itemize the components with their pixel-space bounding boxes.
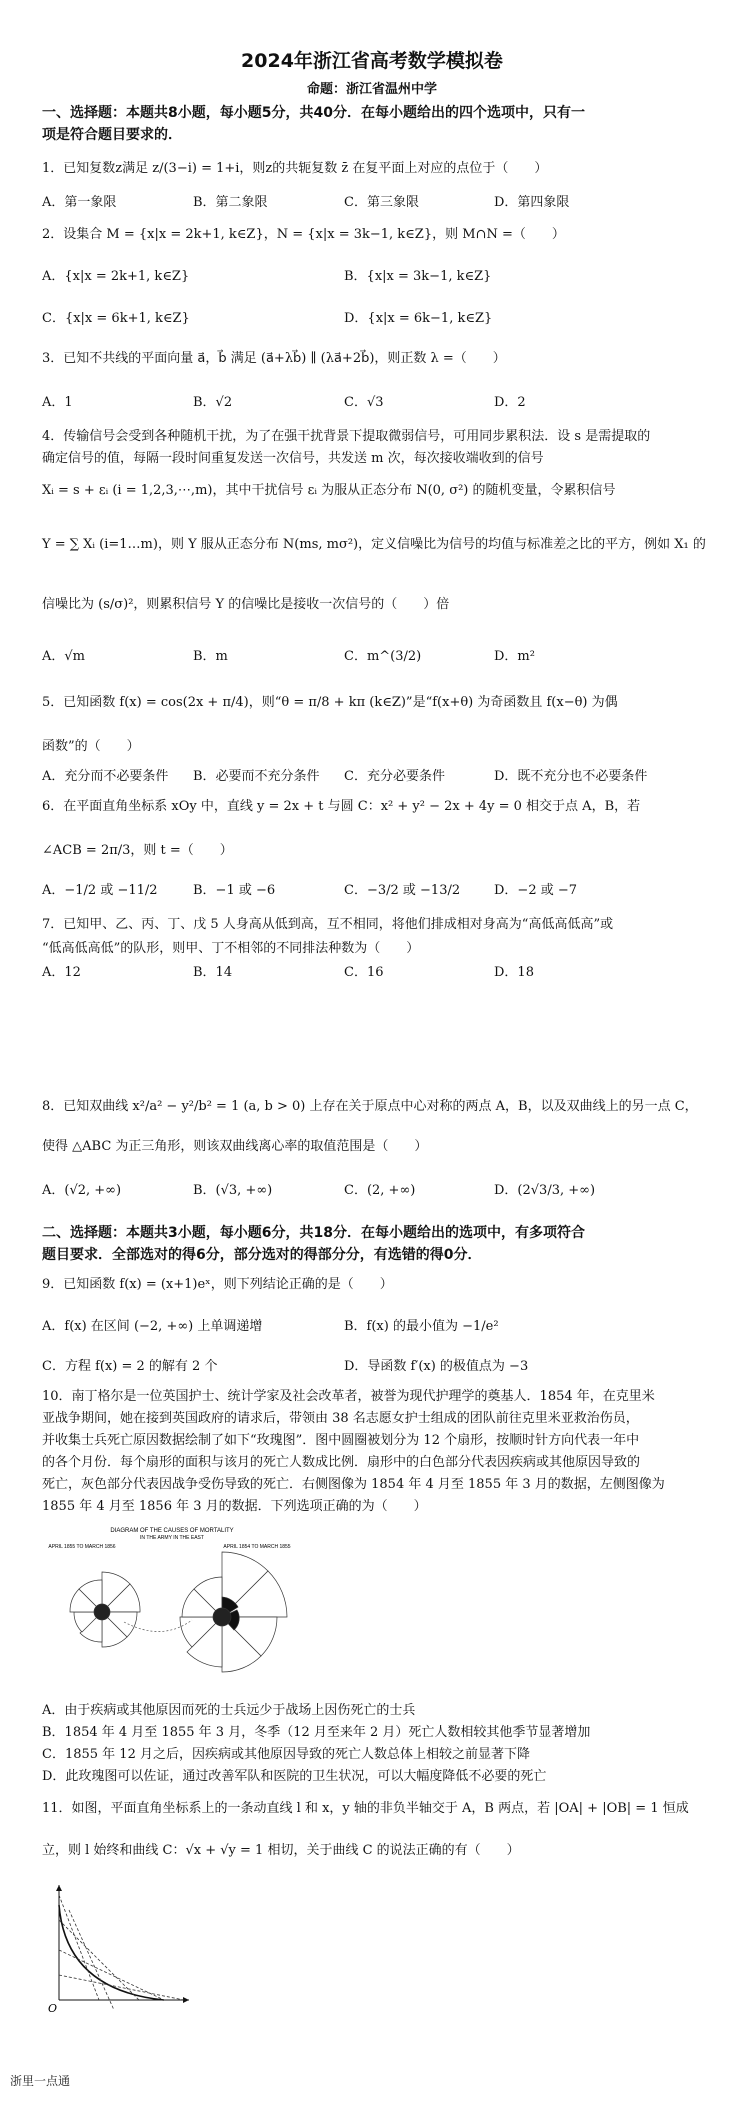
q7-option-a: A．12 — [42, 965, 81, 980]
q10-option-c: C．1855 年 12 月之后，因疾病或其他原因导致的死亡人数总体上相较之前显著下降 — [42, 1747, 530, 1762]
q4-line1: 4．传输信号会受到各种随机干扰，为了在强干扰背景下提取微弱信号，可用同步累积法．设 s 是需提取的 — [42, 429, 651, 444]
q10-line3: 并收集士兵死亡原因数据绘制了如下“玫瑰图”．图中圆圈被划分为 12 个扇形，按顺时针方向代表一年中 — [42, 1433, 640, 1448]
rose-fig-subtitle: IN THE ARMY IN THE EAST — [140, 1535, 204, 1541]
q3-stem: 3．已知不共线的平面向量 a⃗，b⃗ 满足 (a⃗+λb⃗) ∥ (λa⃗+2b⃗)，则正数 λ =（ ） — [42, 351, 506, 366]
q2-option-a: A．{x|x = 2k+1, k∈Z} — [42, 269, 190, 284]
rose-left — [70, 1572, 140, 1647]
q8-option-a: A．(√2, +∞) — [42, 1183, 122, 1198]
q4-line4: Y = ∑ Xᵢ (i=1…m)，则 Y 服从正态分布 N(ms, mσ²)，定义信噪比为信号的均值与标准差之比的平方，例如 X₁ 的 — [42, 537, 706, 552]
q3-option-a: A．1 — [42, 395, 73, 410]
q1-option-b: B．第二象限 — [193, 195, 268, 210]
q10-line5: 死亡，灰色部分代表因战争受伤导致的死亡．右侧图像为 1854 年 4 月至 1855 年 3 月的数据，左侧图像为 — [42, 1477, 665, 1492]
q5-option-b: B．必要而不充分条件 — [193, 769, 320, 784]
paper-author: 命题：浙江省温州中学 — [306, 82, 437, 97]
q10-option-a: A．由于疾病或其他原因而死的士兵远少于战场上因伤死亡的士兵 — [42, 1703, 416, 1718]
q8-option-b: B．(√3, +∞) — [193, 1183, 273, 1198]
q2-option-b: B．{x|x = 3k−1, k∈Z} — [344, 269, 492, 284]
section2-line2: 题目要求．全部选对的得6分，部分选对的得部分分，有选错的得0分． — [42, 1247, 482, 1263]
q11-line2: 立，则 l 始终和曲线 C：√x + √y = 1 相切，关于曲线 C 的说法正确的有（ ） — [42, 1843, 520, 1858]
q10-line4: 的各个月份．每个扇形的面积与该月的死亡人数成比例．扇形中的白色部分代表因疾病或其他原因导致的 — [42, 1455, 641, 1470]
section1-line2: 项是符合题目要求的． — [42, 127, 182, 143]
q3-option-d: D．2 — [494, 395, 526, 410]
q8-line1: 8．已知双曲线 x²/a² − y²/b² = 1 (a, b > 0) 上存在关于原点中心对称的两点 A，B，以及双曲线上的另一点 C， — [42, 1099, 698, 1114]
q5-line2: 函数”的（ ） — [42, 739, 140, 754]
q4-option-c: C．m^(3/2) — [344, 649, 422, 664]
q2-option-c: C．{x|x = 6k+1, k∈Z} — [42, 311, 190, 326]
q7-line1: 7．已知甲、乙、丙、丁、戊 5 人身高从低到高，互不相同，将他们排成相对身高为“高低高低高”或 — [42, 917, 614, 932]
q9-stem: 9．已知函数 f(x) = (x+1)eˣ，则下列结论正确的是（ ） — [42, 1277, 393, 1292]
q4-option-d: D．m² — [494, 649, 535, 664]
q1-option-a: A．第一象限 — [42, 195, 117, 210]
q7-option-b: B．14 — [193, 965, 233, 980]
q10-line1: 10．南丁格尔是一位英国护士、统计学家及社会改革者，被誉为现代护理学的奠基人．1854 年，在克里米 — [42, 1389, 655, 1404]
footer-watermark: 浙里一点通 — [10, 2074, 71, 2088]
q9-option-d: D．导函数 f′(x) 的极值点为 −3 — [344, 1359, 529, 1374]
q4-option-b: B．m — [193, 649, 228, 664]
q6-option-a: A．−1/2 或 −11/2 — [42, 883, 158, 898]
q5-line1: 5．已知函数 f(x) = cos(2x + π/4)，则“θ = π/8 + kπ (k∈Z)”是“f(x+θ) 为奇函数且 f(x−θ) 为偶 — [42, 695, 618, 710]
q10-option-b: B．1854 年 4 月至 1855 年 3 月，冬季（12 月至来年 2 月）死亡人数相较其他季节显著增加 — [42, 1725, 591, 1740]
q10-line6: 1855 年 4 月至 1856 年 3 月的数据．下列选项正确的为（ ） — [42, 1499, 427, 1514]
section2-line1: 二、选择题：本题共3小题，每小题6分，共18分．在每小题给出的选项中，有多项符合 — [42, 1225, 585, 1241]
section1-line1: 一、选择题：本题共8小题，每小题5分，共40分．在每小题给出的四个选项中，只有一 — [42, 105, 585, 121]
q8-line2: 使得 △ABC 为正三角形，则该双曲线离心率的取值范围是（ ） — [42, 1139, 428, 1154]
q9-option-a: A．f(x) 在区间 (−2, +∞) 上单调递增 — [42, 1319, 263, 1334]
q1-stem: 1．已知复数z满足 z/(3−i) = 1+i，则z的共轭复数 z̄ 在复平面上对应的点位于（ ） — [42, 161, 548, 176]
q8-option-d: D．(2√3/3, +∞) — [494, 1183, 596, 1198]
q11-line1: 11．如图，平面直角坐标系上的一条动直线 l 和 x，y 轴的非负半轴交于 A，B 两点，若 |OA| + |OB| = 1 恒成 — [42, 1801, 689, 1816]
q7-option-c: C．16 — [344, 965, 384, 980]
q7-option-d: D．18 — [494, 965, 534, 980]
q10-line2: 亚战争期间，她在接到英国政府的请求后，带领由 38 名志愿女护士组成的团队前往克里米亚救治伤员， — [42, 1411, 639, 1426]
rose-fig-title: DIAGRAM OF THE CAUSES OF MORTALITY — [110, 1528, 234, 1534]
rose-right-label: APRIL 1854 TO MARCH 1855 — [223, 1544, 291, 1550]
q4-line3: Xᵢ = s + εᵢ (i = 1,2,3,⋯,m)，其中干扰信号 εᵢ 为服从正态分布 N(0, σ²) 的随机变量，令累积信号 — [42, 483, 616, 498]
q3-option-b: B．√2 — [193, 395, 233, 410]
q1-option-d: D．第四象限 — [494, 195, 570, 210]
rose-right — [180, 1552, 287, 1672]
q10-option-d: D．此玫瑰图可以佐证，通过改善军队和医院的卫生状况，可以大幅度降低不必要的死亡 — [42, 1769, 547, 1784]
q5-option-a: A．充分而不必要条件 — [42, 769, 169, 784]
q6-option-b: B．−1 或 −6 — [193, 883, 276, 898]
rose-left-label: APRIL 1855 TO MARCH 1856 — [48, 1544, 116, 1550]
q6-line2: ∠ACB = 2π/3，则 t =（ ） — [42, 843, 233, 858]
tangent-curve-figure — [44, 1880, 194, 2020]
q8-option-c: C．(2, +∞) — [344, 1183, 416, 1198]
q4-line2: 确定信号的值，每隔一段时间重复发送一次信号，共发送 m 次，每次接收端收到的信号 — [42, 451, 544, 466]
nightingale-rose-figure — [42, 1522, 302, 1692]
q9-option-c: C．方程 f(x) = 2 的解有 2 个 — [42, 1359, 218, 1374]
q3-option-c: C．√3 — [344, 395, 384, 410]
q6-option-d: D．−2 或 −7 — [494, 883, 578, 898]
q7-line2: “低高低高低”的队形，则甲、丁不相邻的不同排法种数为（ ） — [42, 941, 420, 956]
q5-option-d: D．既不充分也不必要条件 — [494, 769, 648, 784]
q4-line5: 信噪比为 (s/σ)²，则累积信号 Y 的信噪比是接收一次信号的（ ）倍 — [42, 597, 450, 612]
q2-option-d: D．{x|x = 6k−1, k∈Z} — [344, 311, 493, 326]
q6-line1: 6．在平面直角坐标系 xOy 中，直线 y = 2x + t 与圆 C：x² + y² − 2x + 4y = 0 相交于点 A，B，若 — [42, 799, 641, 814]
q6-option-c: C．−3/2 或 −13/2 — [344, 883, 461, 898]
origin-label: O — [48, 2002, 58, 2015]
q9-option-b: B．f(x) 的最小值为 −1/e² — [344, 1319, 499, 1334]
paper-title: 2024年浙江省高考数学模拟卷 — [241, 50, 503, 72]
q5-option-c: C．充分必要条件 — [344, 769, 445, 784]
q4-option-a: A．√m — [42, 649, 85, 664]
q1-option-c: C．第三象限 — [344, 195, 419, 210]
q2-stem: 2．设集合 M = {x|x = 2k+1, k∈Z}，N = {x|x = 3k−1, k∈Z}，则 M∩N =（ ） — [42, 227, 565, 242]
